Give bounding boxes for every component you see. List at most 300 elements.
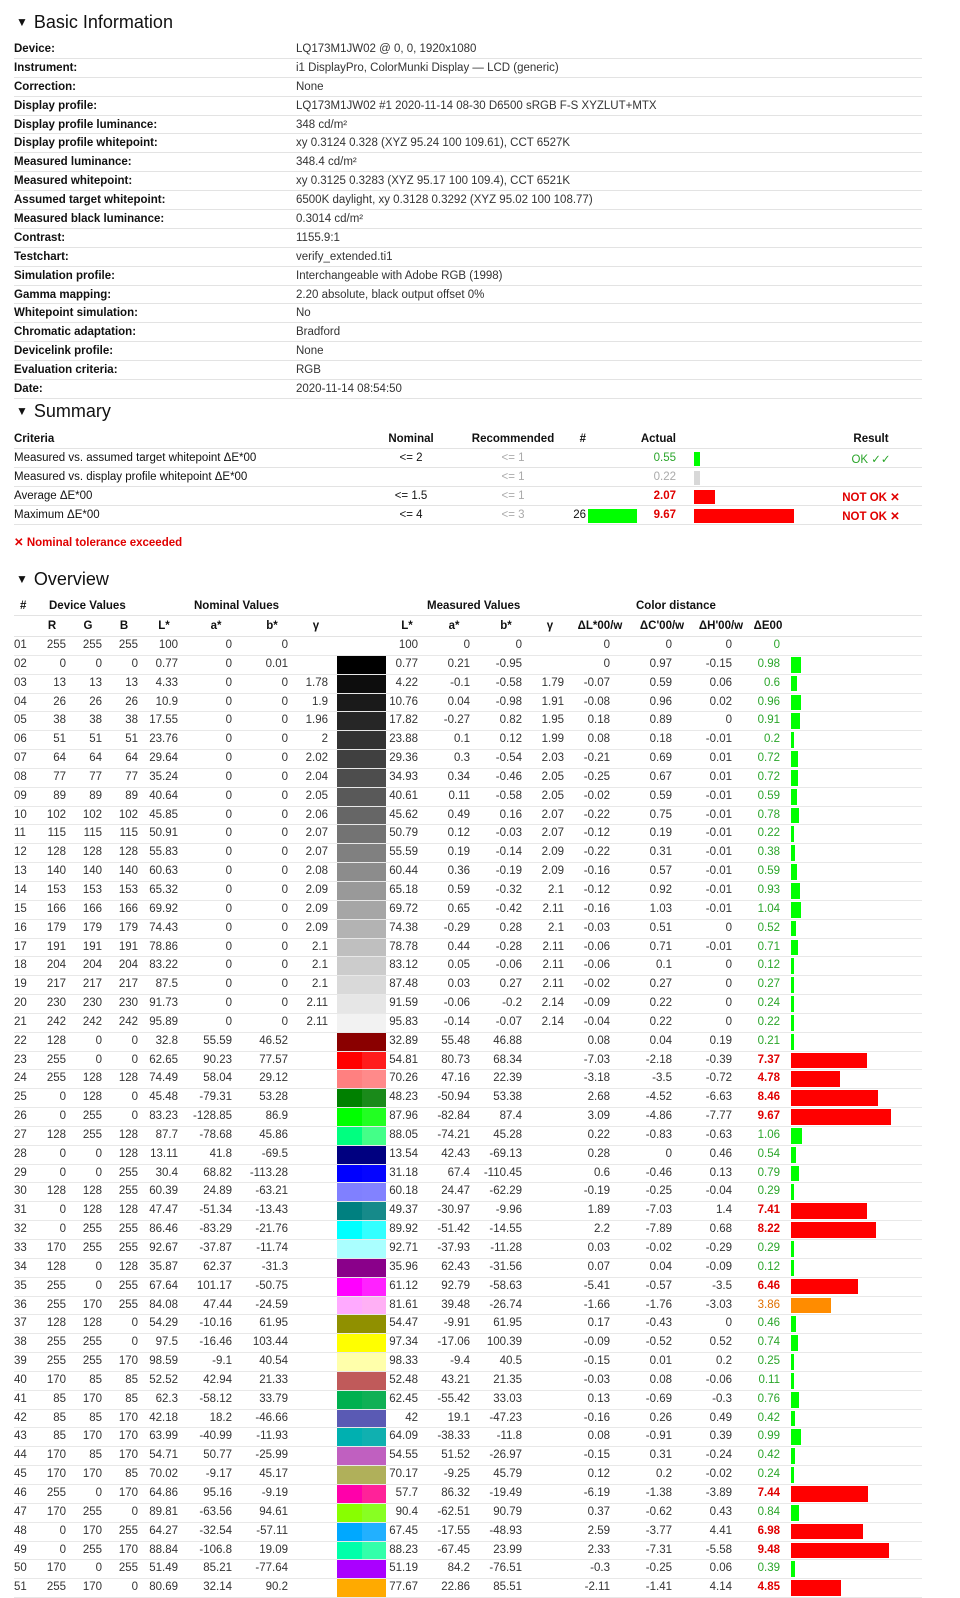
delta-c: 0.67 xyxy=(649,770,672,783)
summary-actual-bar xyxy=(694,471,700,485)
nominal-b: 53.28 xyxy=(259,1091,288,1104)
nominal-a: 0 xyxy=(225,789,232,802)
nominal-a: 47.44 xyxy=(203,1298,232,1311)
summary-result: OK ✓✓ xyxy=(851,454,891,466)
measured-b: 46.88 xyxy=(493,1034,522,1047)
measured-b: -0.07 xyxy=(495,1015,522,1028)
nominal-b: 0 xyxy=(281,883,288,896)
measured-l: 61.12 xyxy=(389,1279,418,1292)
nominal-l: 54.29 xyxy=(149,1317,178,1330)
measured-a: -82.84 xyxy=(437,1110,470,1123)
col-header-nominal-a: a* xyxy=(210,620,222,632)
table-row xyxy=(14,1165,922,1184)
delta-e: 0.12 xyxy=(757,959,780,972)
measured-b: -9.96 xyxy=(495,1204,522,1217)
nominal-l: 95.89 xyxy=(149,1015,178,1028)
nominal-b: -24.59 xyxy=(255,1298,288,1311)
delta-l: -6.19 xyxy=(583,1486,610,1499)
nominal-l: 32.8 xyxy=(155,1034,178,1047)
delta-h: 0.46 xyxy=(709,1147,732,1160)
measured-b: 45.28 xyxy=(493,1128,522,1141)
device-g: 0 xyxy=(95,1260,102,1273)
nominal-l: 17.55 xyxy=(149,714,178,727)
row-index: 45 xyxy=(14,1468,27,1481)
device-b: 166 xyxy=(118,902,138,915)
delta-c: 0.26 xyxy=(649,1411,672,1424)
summary-actual: 0.55 xyxy=(653,452,676,464)
info-row xyxy=(14,153,922,172)
delta-h: 0.49 xyxy=(709,1411,732,1424)
delta-l: -0.22 xyxy=(583,846,610,859)
measured-b: 53.38 xyxy=(493,1091,522,1104)
delta-c: -0.46 xyxy=(645,1166,672,1179)
device-b: 85 xyxy=(125,1468,138,1481)
measured-l: 13.54 xyxy=(389,1147,418,1160)
col-header-b: B xyxy=(119,620,129,632)
nominal-a: -63.56 xyxy=(199,1505,232,1518)
table-row xyxy=(14,1428,922,1447)
device-g: 255 xyxy=(82,1110,102,1123)
nominal-a: 95.16 xyxy=(203,1486,232,1499)
nominal-gamma: 2.02 xyxy=(305,752,328,765)
delta-e: 0 xyxy=(773,639,780,651)
overview-heading[interactable] xyxy=(16,569,109,590)
info-label: Display profile luminance: xyxy=(14,118,158,131)
nominal-l: 35.87 xyxy=(149,1260,178,1273)
nominal-a: 24.89 xyxy=(203,1185,232,1198)
summary-actual-bar xyxy=(694,452,700,466)
nominal-a: 0 xyxy=(225,657,232,670)
measured-l: 31.18 xyxy=(389,1166,418,1179)
summary-recommended: <= 1 xyxy=(501,471,525,483)
nominal-a: 0 xyxy=(225,695,232,708)
nominal-l: 62.65 xyxy=(149,1053,178,1066)
delta-e-bar xyxy=(791,1053,867,1069)
row-index: 34 xyxy=(14,1260,27,1273)
row-index: 20 xyxy=(14,997,27,1010)
nominal-l: 0.77 xyxy=(155,657,178,670)
device-g: 115 xyxy=(83,827,102,840)
table-row xyxy=(14,637,922,656)
delta-c: -0.25 xyxy=(645,1185,672,1198)
delta-h: -0.72 xyxy=(705,1072,732,1085)
measured-b: -0.98 xyxy=(495,695,522,708)
delta-l: -7.03 xyxy=(583,1053,610,1066)
delta-c: -0.43 xyxy=(645,1317,672,1330)
measured-a: 80.73 xyxy=(441,1053,470,1066)
table-row xyxy=(14,712,922,731)
delta-c: -3.5 xyxy=(652,1072,672,1085)
device-b: 102 xyxy=(118,808,138,821)
device-r: 128 xyxy=(46,1317,66,1330)
nominal-a: -40.99 xyxy=(199,1430,232,1443)
measured-b: -11.8 xyxy=(496,1430,522,1443)
table-row xyxy=(14,1391,922,1410)
device-r: 170 xyxy=(46,1562,66,1575)
info-value: xy 0.3124 0.328 (XYZ 95.24 100 109.61), CCT 6527K xyxy=(296,137,571,150)
info-row xyxy=(14,304,922,323)
basic-information-heading[interactable] xyxy=(16,12,173,33)
delta-l: -0.02 xyxy=(583,978,610,991)
nominal-l: 60.63 xyxy=(149,865,178,878)
nominal-b: 45.86 xyxy=(259,1128,288,1141)
delta-e: 0.39 xyxy=(757,1562,780,1575)
measured-l: 95.83 xyxy=(389,1015,418,1028)
table-row xyxy=(14,1466,922,1485)
summary-count: 26 xyxy=(573,509,586,521)
nominal-gamma: 2 xyxy=(321,733,328,746)
delta-h: -0.15 xyxy=(705,657,732,670)
delta-e: 0.38 xyxy=(757,846,780,859)
nominal-a: 0 xyxy=(225,902,232,915)
device-b: 0 xyxy=(131,1034,138,1047)
delta-e-bar xyxy=(791,1316,796,1332)
delta-l: -0.09 xyxy=(583,1336,610,1349)
nominal-gamma: 1.9 xyxy=(312,695,328,708)
delta-e-bar xyxy=(791,1524,863,1540)
delta-l: -0.04 xyxy=(583,1015,610,1028)
device-g: 153 xyxy=(82,883,102,896)
delta-h: 0.2 xyxy=(716,1355,732,1368)
row-index: 02 xyxy=(14,657,27,670)
table-row xyxy=(14,1334,922,1353)
delta-h: 0.01 xyxy=(709,770,732,783)
nominal-a: 0 xyxy=(225,770,232,783)
info-value: 2.20 absolute, black output offset 0% xyxy=(296,288,485,301)
row-index: 08 xyxy=(14,770,27,783)
device-r: 170 xyxy=(46,1468,66,1481)
device-r: 242 xyxy=(46,1015,66,1028)
nominal-a: -79.31 xyxy=(199,1091,232,1104)
delta-l: 0.08 xyxy=(587,733,610,746)
measured-l: 48.23 xyxy=(389,1091,418,1104)
collapse-triangle-icon[interactable]: ▼ xyxy=(16,572,28,586)
nominal-b: -21.76 xyxy=(255,1223,288,1236)
nominal-l: 35.24 xyxy=(149,770,178,783)
delta-e: 1.06 xyxy=(757,1128,780,1141)
delta-l: 0.03 xyxy=(587,1242,610,1254)
device-b: 170 xyxy=(118,1411,138,1424)
info-row xyxy=(14,191,922,210)
table-row xyxy=(14,957,922,976)
measured-l: 52.48 xyxy=(389,1373,418,1386)
delta-l: 0.22 xyxy=(587,1128,610,1141)
delta-e-bar xyxy=(791,732,794,748)
nominal-a: 0 xyxy=(225,714,232,727)
delta-e: 0.46 xyxy=(757,1317,780,1330)
measured-l: 87.96 xyxy=(389,1110,418,1123)
device-g: 0 xyxy=(95,1562,102,1575)
nominal-a: -78.68 xyxy=(199,1128,232,1141)
info-label: Measured whitepoint: xyxy=(14,175,133,188)
device-g: 170 xyxy=(82,1430,102,1443)
nominal-a: 101.17 xyxy=(196,1279,232,1292)
device-r: 128 xyxy=(46,1034,66,1047)
nominal-b: -13.43 xyxy=(255,1204,288,1217)
nominal-b: -46.66 xyxy=(255,1411,288,1424)
row-index: 11 xyxy=(14,827,26,840)
info-label: Device: xyxy=(14,43,55,55)
delta-e: 0.25 xyxy=(757,1355,780,1368)
nominal-b: -11.74 xyxy=(256,1242,288,1254)
device-r: 51 xyxy=(53,733,66,746)
nominal-l: 92.67 xyxy=(149,1242,178,1254)
measured-l: 69.72 xyxy=(389,902,418,915)
measured-a: -30.97 xyxy=(437,1204,470,1217)
table-row xyxy=(14,788,922,807)
measured-l: 91.59 xyxy=(389,997,418,1010)
measured-gamma: 2.09 xyxy=(541,846,564,859)
device-b: 89 xyxy=(125,789,138,802)
delta-l: 0.08 xyxy=(587,1430,610,1443)
nominal-l: 98.59 xyxy=(149,1355,178,1368)
nominal-gamma: 2.07 xyxy=(305,827,328,840)
table-row xyxy=(14,939,922,958)
delta-e-bar xyxy=(791,1166,799,1182)
device-b: 170 xyxy=(118,1449,138,1462)
delta-e-bar xyxy=(791,1241,794,1257)
device-g: 85 xyxy=(89,1411,102,1424)
nominal-b: 103.44 xyxy=(252,1336,288,1349)
row-index: 15 xyxy=(14,902,27,915)
delta-e-bar xyxy=(791,864,797,880)
delta-h: 0.06 xyxy=(709,1562,732,1575)
device-g: 13 xyxy=(89,676,102,689)
nominal-l: 70.02 xyxy=(149,1468,178,1481)
delta-e: 0.11 xyxy=(758,1373,780,1386)
table-row xyxy=(14,1183,922,1202)
device-b: 170 xyxy=(118,1430,138,1443)
nominal-l: 63.99 xyxy=(149,1430,178,1443)
delta-e: 0.74 xyxy=(757,1336,780,1349)
measured-l: 88.23 xyxy=(389,1543,418,1556)
measured-b: -0.03 xyxy=(495,827,522,840)
measured-l: 81.61 xyxy=(389,1298,418,1311)
nominal-l: 4.33 xyxy=(155,676,178,689)
measured-b: -31.56 xyxy=(489,1260,522,1273)
nominal-b: -25.99 xyxy=(255,1449,288,1462)
measured-b: 22.39 xyxy=(493,1072,522,1085)
delta-e-bar xyxy=(791,940,798,956)
measured-b: 23.99 xyxy=(493,1543,522,1556)
measured-b: -26.97 xyxy=(489,1449,522,1462)
delta-l: 2.2 xyxy=(594,1223,610,1236)
row-index: 12 xyxy=(14,846,27,859)
delta-l: -0.03 xyxy=(583,1373,610,1386)
delta-e-bar xyxy=(791,1448,795,1464)
delta-e-bar xyxy=(791,808,799,824)
device-b: 64 xyxy=(125,752,138,765)
table-row xyxy=(14,1523,922,1542)
device-g: 0 xyxy=(95,1279,102,1292)
measured-b: 0 xyxy=(515,639,522,651)
nominal-b: -113.28 xyxy=(249,1166,288,1179)
device-g: 230 xyxy=(82,997,102,1010)
delta-h: 0 xyxy=(725,978,732,991)
device-b: 255 xyxy=(118,1185,138,1198)
delta-h: 4.14 xyxy=(709,1581,732,1594)
collapse-triangle-icon[interactable]: ▼ xyxy=(16,404,28,418)
info-value: RGB xyxy=(296,364,321,377)
delta-h: -3.5 xyxy=(712,1279,732,1292)
measured-b: -110.45 xyxy=(483,1166,522,1179)
delta-e: 0.54 xyxy=(757,1147,780,1160)
device-g: 170 xyxy=(82,1468,102,1481)
row-index: 43 xyxy=(14,1430,27,1443)
measured-a: -0.06 xyxy=(443,997,470,1010)
row-index: 49 xyxy=(14,1543,27,1556)
table-row xyxy=(14,995,922,1014)
nominal-b: 0 xyxy=(281,695,288,708)
nominal-b: -63.21 xyxy=(255,1185,288,1198)
nominal-gamma: 1.78 xyxy=(305,676,328,689)
table-row xyxy=(14,1447,922,1466)
delta-l: -5.41 xyxy=(583,1279,610,1292)
measured-a: 55.48 xyxy=(441,1034,470,1047)
nominal-a: 50.77 xyxy=(203,1449,232,1462)
nominal-l: 87.5 xyxy=(155,978,178,991)
delta-e-bar xyxy=(791,789,797,805)
delta-c: 0.04 xyxy=(649,1260,672,1273)
measured-l: 87.48 xyxy=(389,978,418,991)
delta-e-bar xyxy=(791,996,794,1012)
nominal-b: 86.9 xyxy=(265,1110,288,1123)
device-b: 0 xyxy=(131,1505,138,1518)
measured-l: 23.88 xyxy=(389,733,418,746)
row-index: 23 xyxy=(14,1053,27,1066)
delta-e: 0.72 xyxy=(757,770,780,783)
measured-gamma: 2.07 xyxy=(541,808,564,821)
measured-a: 51.52 xyxy=(441,1449,470,1462)
delta-e: 0.2 xyxy=(764,733,780,746)
nominal-a: 62.37 xyxy=(203,1260,232,1273)
nominal-l: 60.39 xyxy=(149,1185,178,1198)
device-r: 64 xyxy=(53,752,66,765)
delta-e-bar xyxy=(791,1467,794,1483)
table-row xyxy=(14,1202,922,1221)
delta-e: 0.72 xyxy=(757,752,780,765)
nominal-a: 0 xyxy=(225,959,232,972)
nominal-b: 0 xyxy=(281,733,288,746)
nominal-gamma: 2.1 xyxy=(312,959,328,972)
collapse-triangle-icon[interactable]: ▼ xyxy=(16,15,28,29)
delta-h: -0.01 xyxy=(705,846,732,859)
device-b: 217 xyxy=(118,978,138,991)
nominal-a: -16.46 xyxy=(199,1336,232,1349)
nominal-gamma: 2.06 xyxy=(305,808,328,821)
info-value: 0.3014 cd/m² xyxy=(296,213,364,226)
measured-b: -0.58 xyxy=(495,676,522,689)
device-g: 38 xyxy=(89,714,102,727)
delta-e-bar xyxy=(791,1486,868,1502)
row-index: 40 xyxy=(14,1373,27,1386)
table-row xyxy=(14,1127,922,1146)
table-row xyxy=(14,675,922,694)
table-row xyxy=(14,1353,922,1372)
device-b: 85 xyxy=(125,1373,138,1386)
info-row xyxy=(14,172,922,191)
delta-e: 0.59 xyxy=(757,789,780,802)
nominal-b: 29.12 xyxy=(259,1072,288,1085)
delta-h: -0.01 xyxy=(705,827,732,840)
nominal-b: 0 xyxy=(281,921,288,934)
delta-e: 0.71 xyxy=(757,940,780,953)
device-b: 242 xyxy=(118,1015,138,1028)
nominal-l: 10.9 xyxy=(155,695,178,708)
summary-header-result: Result xyxy=(853,433,889,445)
device-b: 128 xyxy=(118,1128,138,1141)
table-row xyxy=(14,1504,922,1523)
nominal-gamma: 2.09 xyxy=(305,883,328,896)
measured-a: 42.43 xyxy=(441,1147,470,1160)
measured-l: 77.67 xyxy=(389,1581,418,1594)
table-row xyxy=(14,1221,922,1240)
row-index: 18 xyxy=(14,959,27,972)
row-index: 37 xyxy=(14,1317,27,1330)
device-r: 255 xyxy=(46,1581,66,1594)
delta-h: -0.3 xyxy=(712,1392,732,1405)
col-header-dl: ΔL*00/w xyxy=(577,620,623,632)
delta-e-bar xyxy=(791,1147,796,1163)
measured-l: 70.26 xyxy=(389,1072,418,1085)
summary-header-recommended: Recommended xyxy=(471,433,555,445)
delta-h: -0.06 xyxy=(705,1373,732,1386)
nominal-b: 0 xyxy=(281,808,288,821)
summary-heading[interactable] xyxy=(16,401,111,422)
info-label: Testchart: xyxy=(14,250,69,263)
delta-l: 2.33 xyxy=(587,1543,610,1556)
measured-b: 0.28 xyxy=(499,921,522,934)
delta-l: -0.15 xyxy=(583,1355,610,1368)
nominal-l: 55.83 xyxy=(149,846,178,859)
nominal-a: 58.04 xyxy=(203,1072,232,1085)
delta-l: 0 xyxy=(603,639,610,651)
delta-c: -4.86 xyxy=(645,1110,672,1123)
measured-a: 0.19 xyxy=(447,846,470,859)
overview-group-index: # xyxy=(20,600,27,612)
delta-c: 0.89 xyxy=(649,714,672,727)
row-index: 46 xyxy=(14,1486,27,1499)
measured-l: 49.37 xyxy=(389,1204,418,1217)
delta-l: -0.02 xyxy=(583,789,610,802)
nominal-a: -37.87 xyxy=(199,1242,232,1254)
device-r: 255 xyxy=(46,1486,66,1499)
nominal-b: 33.79 xyxy=(259,1392,288,1405)
delta-h: -3.03 xyxy=(705,1298,732,1311)
device-g: 191 xyxy=(82,940,102,953)
nominal-b: 19.09 xyxy=(259,1543,288,1556)
nominal-l: 74.43 xyxy=(149,921,178,934)
device-r: 191 xyxy=(46,940,66,953)
delta-e: 4.78 xyxy=(757,1072,780,1085)
device-r: 0 xyxy=(59,1110,66,1123)
delta-e-bar xyxy=(791,1109,891,1125)
measured-a: 86.32 xyxy=(441,1486,470,1499)
measured-l: 54.55 xyxy=(389,1449,418,1462)
delta-h: 0.43 xyxy=(709,1505,732,1518)
info-value: xy 0.3125 0.3283 (XYZ 95.17 100 109.4), CCT 6521K xyxy=(296,175,571,188)
device-g: 128 xyxy=(82,1317,102,1330)
measured-b: -26.74 xyxy=(489,1298,522,1311)
device-r: 255 xyxy=(46,1298,66,1311)
device-g: 255 xyxy=(82,1128,102,1141)
table-row xyxy=(14,920,922,939)
nominal-l: 87.7 xyxy=(155,1128,178,1141)
device-g: 255 xyxy=(82,1355,102,1368)
measured-l: 45.62 xyxy=(389,808,418,821)
device-r: 0 xyxy=(59,1091,66,1104)
delta-h: -0.01 xyxy=(705,865,732,878)
